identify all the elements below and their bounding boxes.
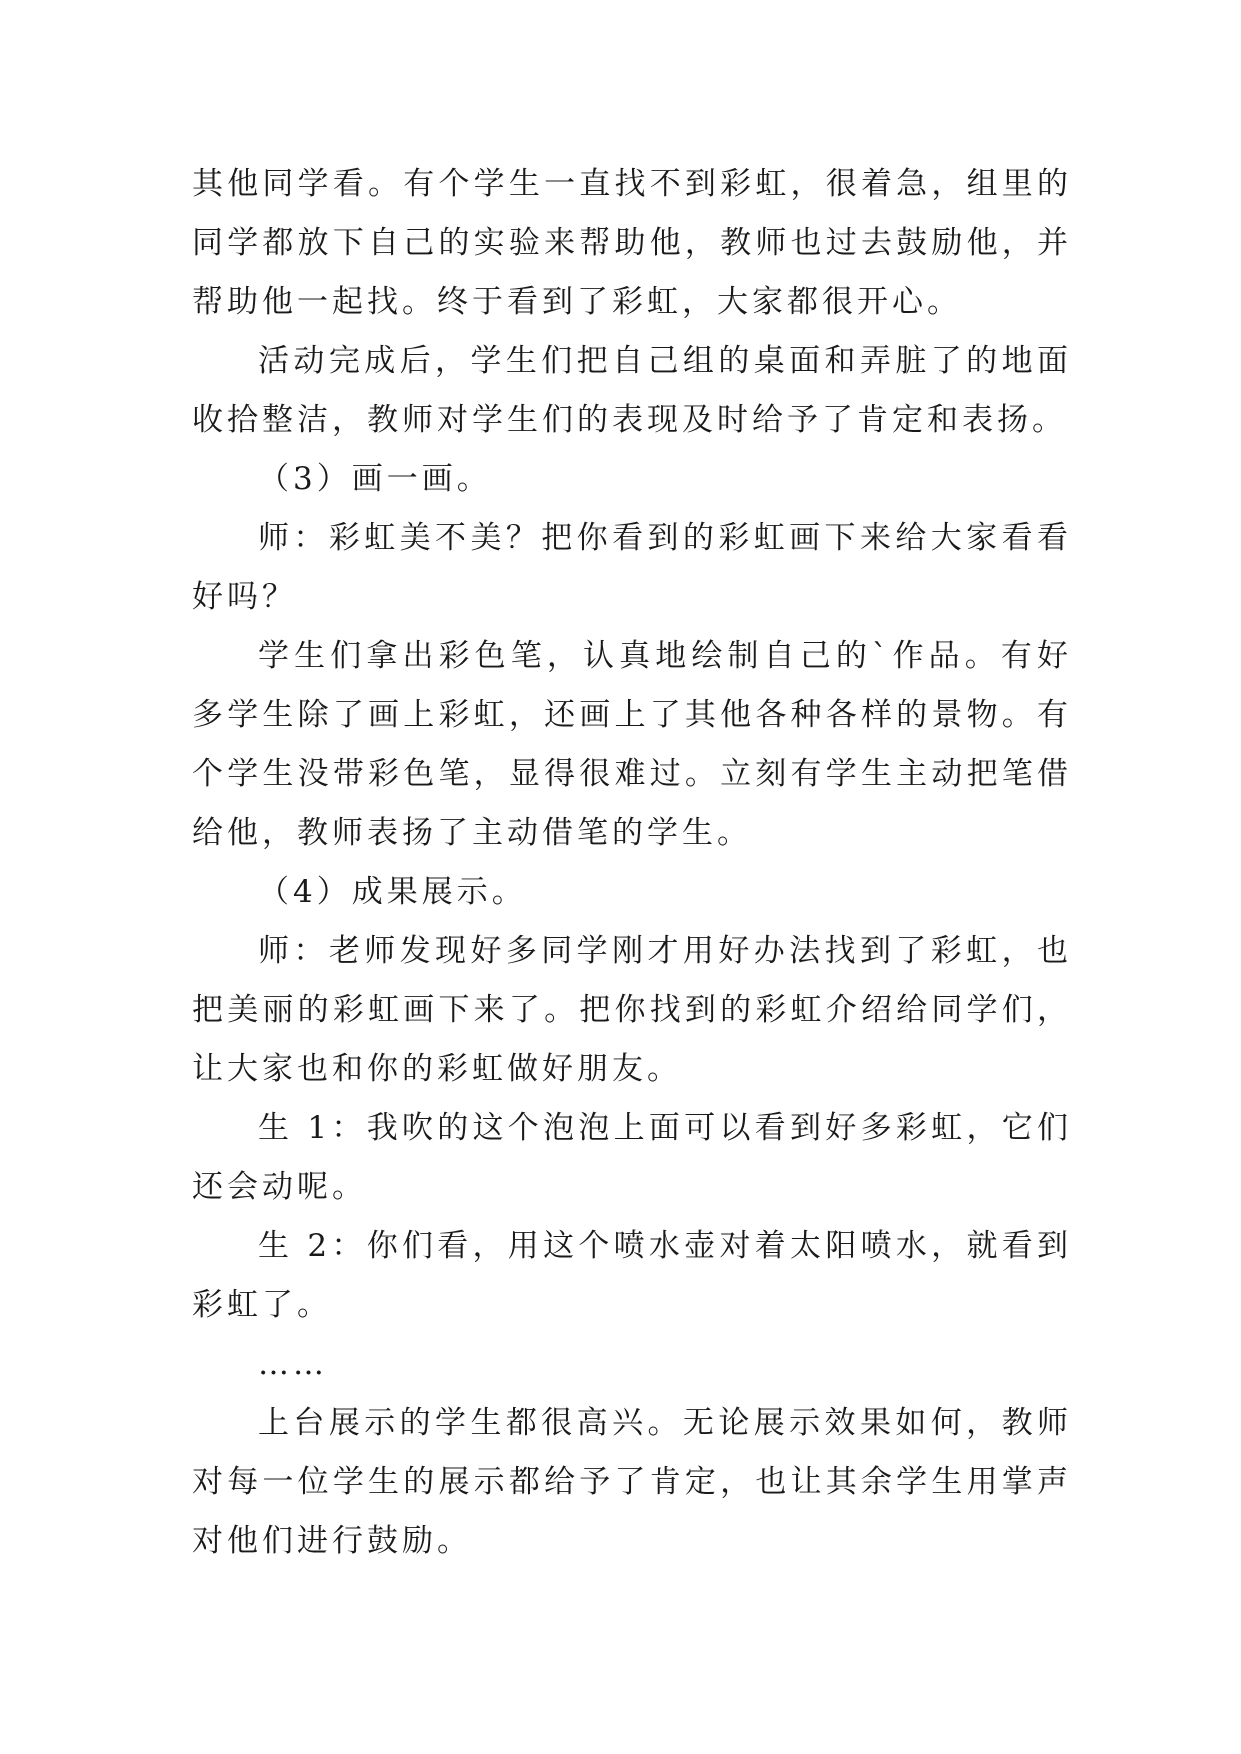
- paragraph-student-2: 生 2：你们看，用这个喷水壶对着太阳喷水，就看到彩虹了。: [192, 1228, 1072, 1323]
- document-body: [192, 155, 1072, 1571]
- paragraph-students-drawing: 学生们拿出彩色笔，认真地绘制自己的`作品。有好多学生除了画上彩虹，还画上了其他各种各样的景物。有个学生没带彩色笔，显得很难过。立刻有学生主动把笔借给他，教师表扬了主动借笔的学生。: [192, 638, 1072, 851]
- paragraph-conclusion: 上台展示的学生都很高兴。无论展示效果如何，教师对每一位学生的展示都给予了肯定，也让其余学生用掌声对他们进行鼓励。: [192, 1405, 1072, 1559]
- paragraph-cleanup: 活动完成后，学生们把自己组的桌面和弄脏了的地面收拾整洁，教师对学生们的表现及时给予了肯定和表扬。: [192, 343, 1072, 438]
- paragraph-student-1: 生 1：我吹的这个泡泡上面可以看到好多彩虹，它们还会动呢。: [192, 1110, 1072, 1205]
- paragraph-teacher-question: 师：彩虹美不美？把你看到的彩虹画下来给大家看看好吗？: [192, 520, 1072, 615]
- paragraph-continuation: 其他同学看。有个学生一直找不到彩虹，很着急，组里的同学都放下自己的实验来帮助他，教师也过去鼓励他，并帮助他一起找。终于看到了彩虹，大家都很开心。: [192, 166, 1072, 320]
- section-heading-draw: （3）画一画。: [258, 461, 492, 497]
- section-heading-showcase: （4）成果展示。: [258, 874, 527, 910]
- paragraph-ellipsis: ……: [258, 1346, 328, 1382]
- paragraph-teacher-intro: 师：老师发现好多同学刚才用好办法找到了彩虹，也把美丽的彩虹画下来了。把你找到的彩虹介绍给同学们，让大家也和你的彩虹做好朋友。: [192, 933, 1072, 1087]
